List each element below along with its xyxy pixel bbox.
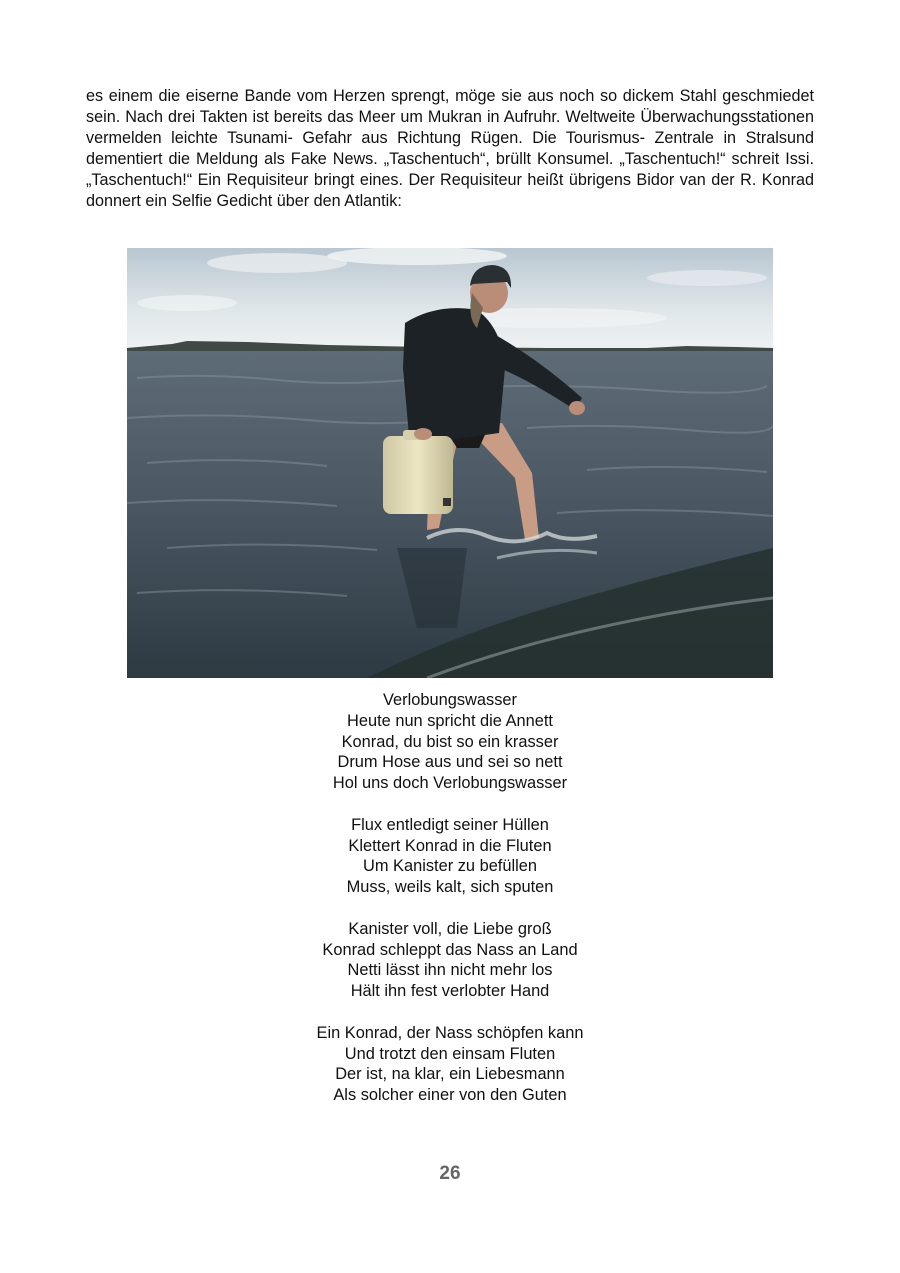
poem-line: Flux entledigt seiner Hüllen: [351, 815, 549, 834]
poem-line: Drum Hose aus und sei so nett: [337, 753, 563, 772]
poem-line: Hol uns doch Verlobungswasser: [332, 774, 568, 793]
poem-stanza: [150, 815, 750, 898]
body-paragraph: es einem die eiserne Bande vom Herzen sprengt, möge sie aus noch so dickem Stahl geschmiedet sein. Nach drei Takten ist bereits das Meer um Mukran in Aufruhr. Weltweite Überwachungsstationen vermelden leichte Tsunami- Gefahr aus Richtung Rügen. Die Tourismus- Zentrale in Stralsund dementiert die Meldung als Fake News. „Taschentuch“, brüllt Konsumel. „Taschentuch!“ schreit Issi. „Taschentuch!“ Ein Requisiteur bringt eines. Der Requisiteur heißt übrigens Bidor van der R. Konrad donnert ein Selfie Gedicht über den Atlantik:: [86, 87, 814, 210]
poem-line: Ein Konrad, der Nass schöpfen kann: [316, 1023, 584, 1042]
poem-line: Und trotzt den einsam Fluten: [344, 1044, 556, 1063]
poem-line: Konrad, du bist so ein krasser: [341, 732, 559, 751]
beach-photo: [127, 248, 773, 678]
page-number: 26: [439, 1163, 461, 1184]
poem-line: Als solcher einer von den Guten: [333, 1086, 567, 1105]
poem-line: Klettert Konrad in die Fluten: [348, 836, 552, 855]
poem-line: Heute nun spricht die Annett: [347, 711, 553, 730]
poem: [150, 690, 750, 1127]
poem-stanza: [150, 919, 750, 1002]
poem-stanza: [150, 1023, 750, 1106]
poem-line: Netti lässt ihn nicht mehr los: [347, 961, 553, 980]
poem-line: Kanister voll, die Liebe groß: [348, 919, 552, 938]
poem-line: Um Kanister zu befüllen: [362, 857, 537, 876]
poem-line: Konrad schleppt das Nass an Land: [322, 940, 578, 959]
poem-line: Hält ihn fest verlobter Hand: [350, 982, 550, 1001]
poem-line: Muss, weils kalt, sich sputen: [346, 878, 554, 897]
poem-line: Der ist, na klar, ein Liebesmann: [335, 1065, 565, 1084]
poem-title-block: [150, 690, 750, 794]
poem-title: Verlobungswasser: [383, 691, 517, 709]
